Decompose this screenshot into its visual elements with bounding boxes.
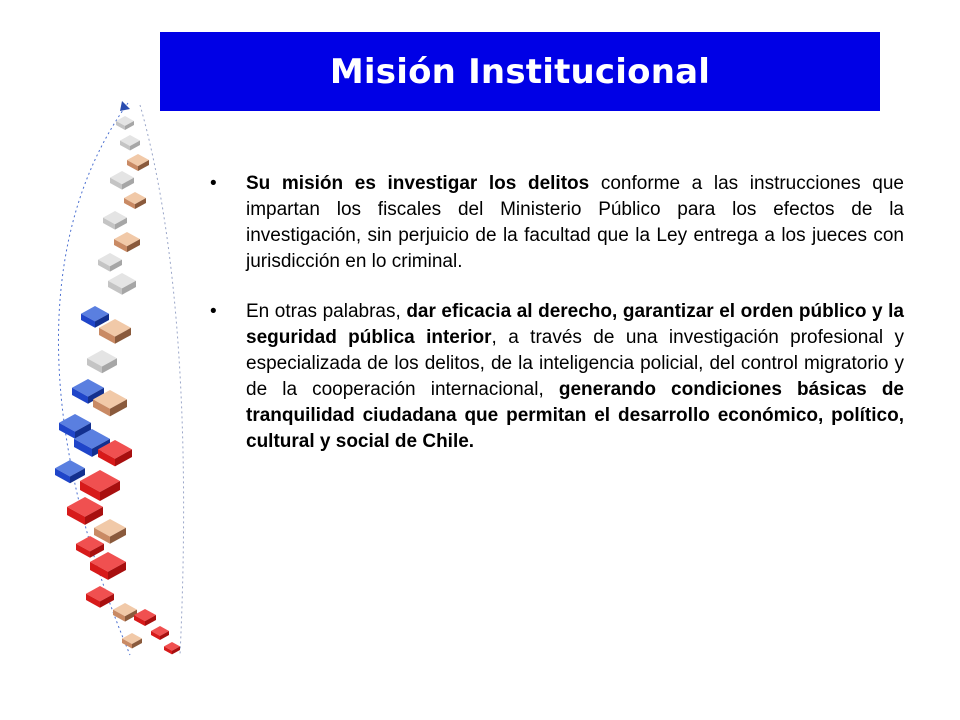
bullet-text: , a través de una investigación profesional y especializada de los delitos, de la inteligencia policial, del control migratorio y de la cooperación internacional,	[246, 327, 904, 400]
main-content	[210, 171, 904, 455]
bullet-text-bold: generando condiciones básicas de tranquilidad ciudadana que permitan el desarrollo económico, político, cultural y social de Chile.	[246, 379, 904, 452]
title-banner	[160, 32, 880, 111]
bullet-text: En otras palabras,	[246, 301, 407, 322]
decorative-cube-collage	[30, 95, 200, 675]
bullet-otras-palabras	[210, 299, 904, 455]
bullet-marker: •	[210, 301, 217, 322]
bullet-mision	[210, 171, 904, 275]
bullet-marker: •	[210, 173, 217, 194]
bullet-text-bold: dar eficacia al derecho, garantizar el orden público y la seguridad pública interior	[246, 301, 904, 348]
dotted-arc-2	[140, 105, 184, 655]
page-title: Misión Institucional	[329, 51, 711, 92]
bullet-text-bold: Su misión es investigar los delitos	[246, 173, 590, 194]
arrow-icon	[120, 101, 130, 111]
bullet-text: conforme a las instrucciones que impartan los fiscales del Ministerio Público para los efectos de la investigación, sin perjuicio de la facultad que la Ley entrega a los jueces con jurisdicción en lo criminal.	[246, 173, 904, 272]
